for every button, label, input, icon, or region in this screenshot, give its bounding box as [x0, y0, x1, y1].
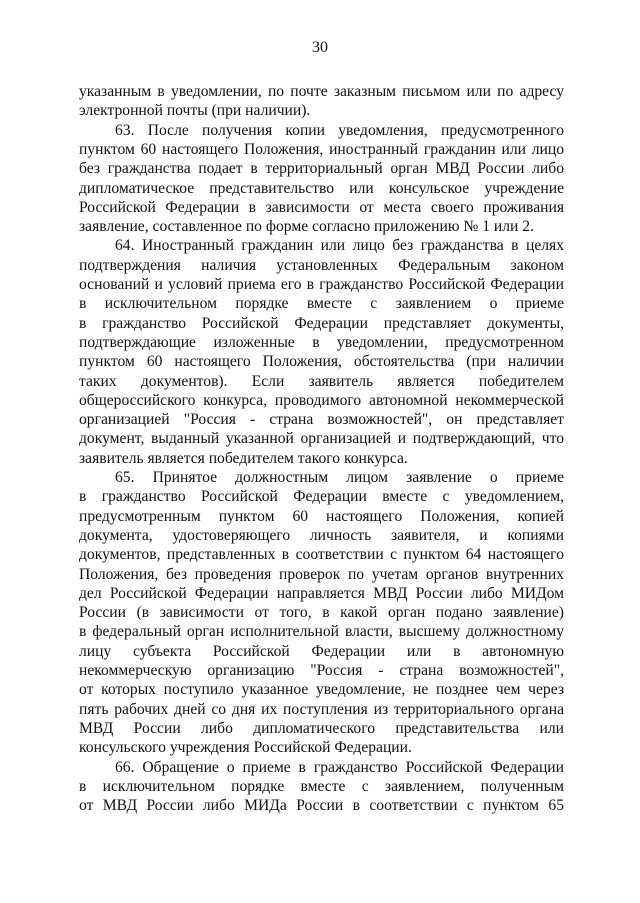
paragraph-first-line: 64. Иностранный гражданин или лицо без гражданства в целях	[115, 237, 564, 255]
text-line: документа, удостоверяющего личность заявителя, и копиями	[79, 526, 564, 544]
text-line: некоммерческую организацию "Россия - страна возможностей",	[79, 662, 564, 679]
paragraph-first-line: 63. После получения копии уведомления, предусмотренного	[115, 121, 564, 139]
paragraph-first-line: 66. Обращение о приеме в гражданство Российской Федерации	[115, 758, 564, 776]
text-line: заявитель является победителем такого конкурса.	[79, 449, 408, 467]
text-line: в федеральный орган исполнительной власти, высшему должностному	[79, 623, 564, 641]
text-line: в исключительном порядке вместе с заявлением о приеме	[79, 295, 564, 313]
page-number: 30	[312, 39, 328, 56]
text-line: Российской Федерации в зависимости от места своего проживания	[79, 198, 564, 216]
text-line: документов, представленных в соответствии с пунктом 64 настоящего	[79, 546, 564, 564]
text-line: России (в зависимости от того, в какой орган подано заявление)	[79, 604, 564, 622]
text-line: организацией "Россия - страна возможностей", он представляет	[79, 411, 564, 429]
text-line: указанным в уведомлении, по почте заказным письмом или по адресу	[79, 83, 564, 100]
text-line: таких документов). Если заявитель является победителем	[79, 372, 564, 390]
text-line: Положения, без проведения проверок по учетам органов внутренних	[79, 565, 564, 583]
text-line: заявление, составленное по форме согласно приложению № 1 или 2.	[79, 218, 534, 236]
text-line: от МВД России либо МИДа России в соответствии с пунктом 65	[79, 797, 564, 815]
text-line: электронной почты (при наличии).	[79, 102, 311, 120]
text-line: предусмотренным пунктом 60 настоящего Положения, копией	[79, 507, 564, 525]
text-line: подтверждения наличия установленных Федеральным законом	[79, 256, 564, 274]
text-line: в гражданство Российской Федерации представляет документы,	[79, 314, 564, 332]
paragraph-first-line: 65. Принятое должностным лицом заявление о приеме	[115, 469, 564, 486]
text-line: пять рабочих дней со дня их поступления из территориального органа	[79, 700, 564, 718]
text-line: дел Российской Федерации направляется МВД России либо МИДом	[79, 584, 564, 602]
text-line: пунктом 60 настоящего Положения, иностранный гражданин или лицо	[79, 140, 564, 158]
text-line: общероссийского конкурса, проводимого автономной некоммерческой	[79, 391, 564, 409]
text-line: документ, выданный указанной организацией и подтверждающий, что	[79, 430, 564, 448]
text-line: лицу субъекта Российской Федерации или в автономную	[79, 642, 564, 660]
text-line: в исключительном порядке вместе с заявлением, полученным	[79, 777, 564, 795]
text-line: пунктом 60 настоящего Положения, обстоятельства (при наличии	[79, 353, 564, 371]
text-line: от которых поступило указанное уведомление, не позднее чем через	[79, 681, 564, 699]
text-line: без гражданства подает в территориальный орган МВД России либо	[79, 160, 564, 178]
text-line: дипломатическое представительство или консульское учреждение	[79, 179, 564, 197]
text-line: оснований и условий приема его в гражданство Российской Федерации	[79, 276, 564, 293]
text-line: МВД России либо дипломатического представительства или	[79, 719, 564, 737]
text-line: консульского учреждения Российской Федерации.	[79, 739, 412, 757]
text-line: подтверждающие изложенные в уведомлении, предусмотренном	[79, 333, 564, 351]
text-line: в гражданство Российской Федерации вместе с уведомлением,	[79, 488, 564, 506]
